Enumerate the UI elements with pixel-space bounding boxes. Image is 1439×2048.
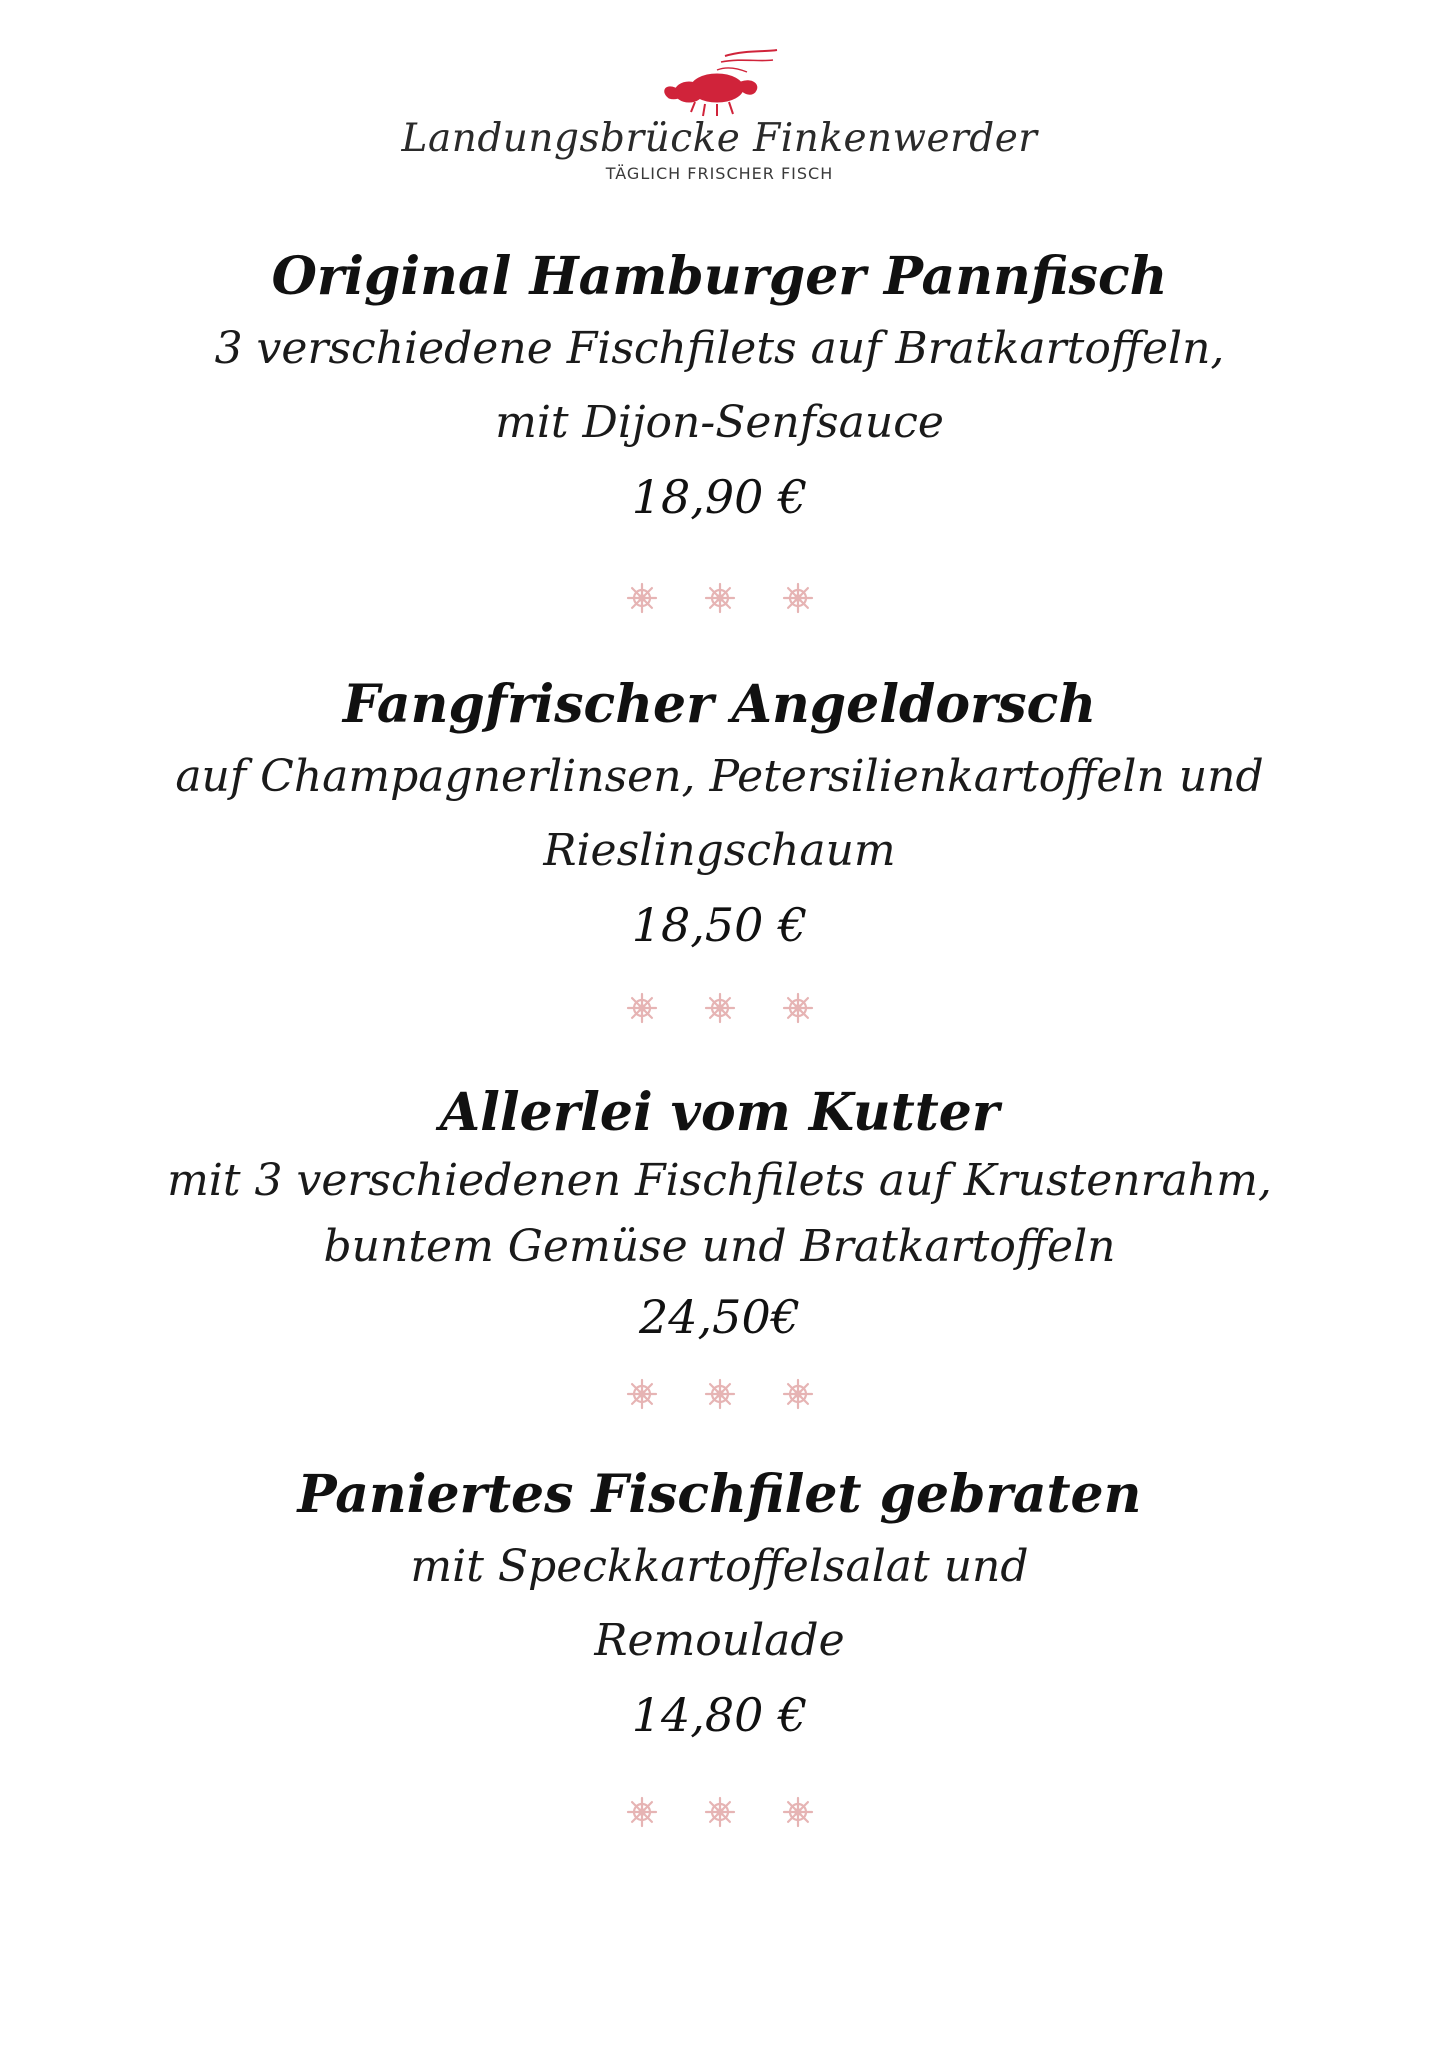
menu-item: [0, 1078, 1439, 1354]
dish-price: 14,80 €: [631, 1688, 808, 1742]
dish-name: Allerlei vom Kutter: [439, 1082, 1000, 1143]
dish-name: Original Hamburger Pannfisch: [271, 246, 1168, 307]
restaurant-name: Landungsbrücke Finkenwerder: [401, 116, 1038, 161]
ornament-divider: [0, 1796, 1439, 1836]
menu-item: [0, 670, 1439, 962]
menu-item: [0, 1460, 1439, 1752]
dish-price: 24,50€: [639, 1290, 800, 1344]
ship-wheel-icon: [704, 992, 736, 1024]
ship-wheel-icon: [704, 582, 736, 614]
dish-description-line: Remoulade: [594, 1615, 845, 1666]
dish-name: Paniertes Fischfilet gebraten: [297, 1464, 1142, 1525]
dish-description-line: mit 3 verschiedenen Fischfilets auf Krustenrahm,: [167, 1155, 1272, 1206]
ship-wheel-icon: [704, 1378, 736, 1410]
dish-description-line: 3 verschiedene Fischfilets auf Bratkartoffeln,: [214, 323, 1225, 374]
dish-price: 18,50 €: [631, 898, 808, 952]
ship-wheel-icon: [782, 992, 814, 1024]
dish-name: Fangfrischer Angeldorsch: [342, 674, 1097, 735]
ornament-divider: [0, 992, 1439, 1032]
dish-description-line: mit Speckkartoffelsalat und: [410, 1541, 1029, 1592]
ship-wheel-icon: [782, 1796, 814, 1828]
ship-wheel-icon: [626, 582, 658, 614]
ship-wheel-icon: [782, 582, 814, 614]
ship-wheel-icon: [704, 1796, 736, 1828]
ship-wheel-icon: [782, 1378, 814, 1410]
dish-description-line: mit Dijon-Senfsauce: [495, 397, 944, 448]
menu-item: [0, 242, 1439, 534]
ship-wheel-icon: [626, 1378, 658, 1410]
ship-wheel-icon: [626, 992, 658, 1024]
ornament-divider: [0, 582, 1439, 622]
dish-description-line: buntem Gemüse und Bratkartoffeln: [323, 1221, 1116, 1272]
ship-wheel-icon: [626, 1796, 658, 1828]
dish-description-line: Rieslingschaum: [543, 825, 896, 876]
restaurant-tagline: TÄGLICH FRISCHER FISCH: [605, 164, 834, 183]
ornament-divider: [0, 1378, 1439, 1418]
restaurant-logo: [0, 48, 1439, 183]
dish-description-line: auf Champagnerlinsen, Petersilienkartoffeln und: [175, 751, 1264, 802]
dish-price: 18,90 €: [631, 470, 808, 524]
